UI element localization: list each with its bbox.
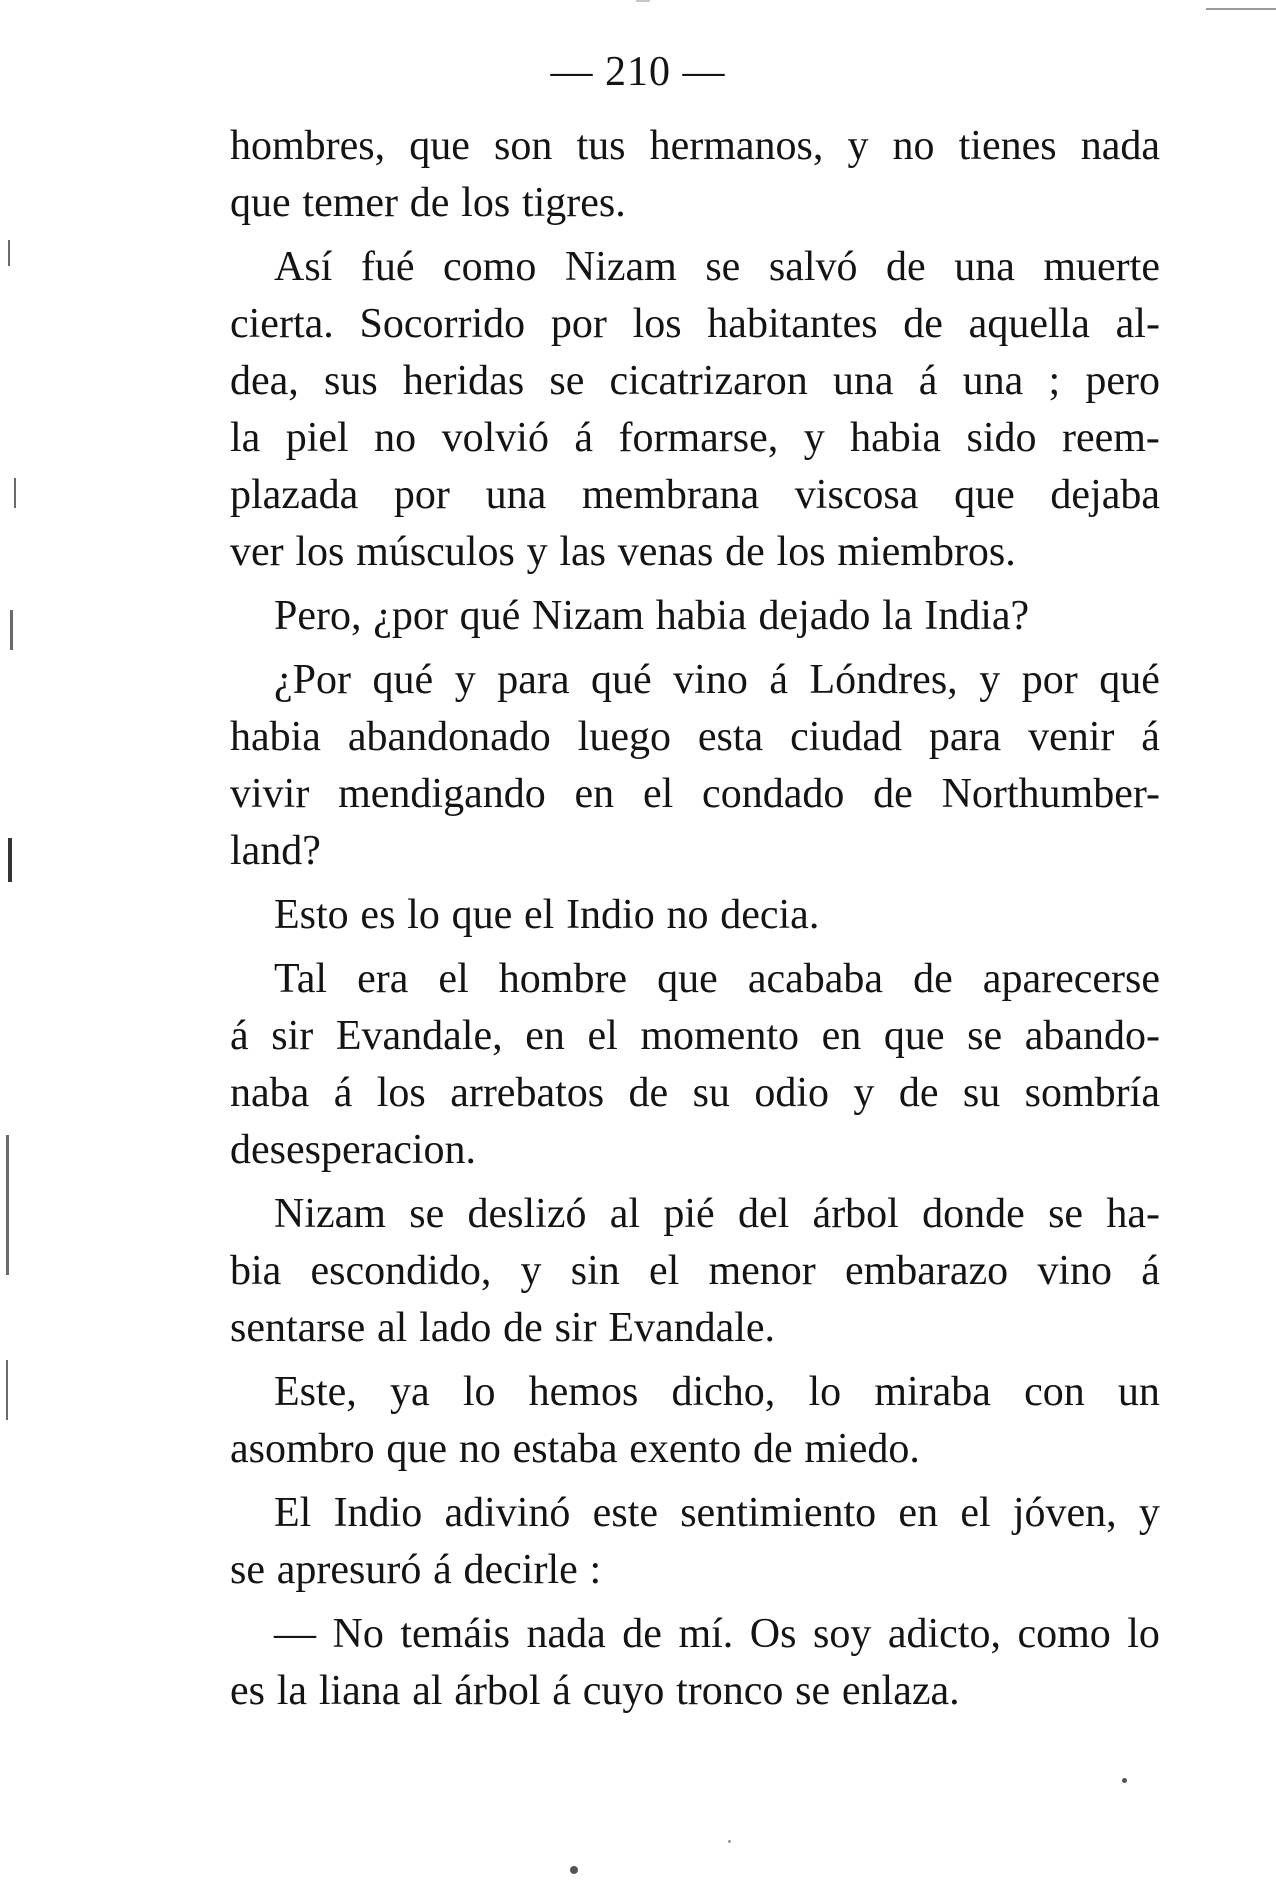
word: árbol	[812, 1191, 899, 1237]
word: esta	[697, 714, 764, 760]
word: que	[451, 892, 513, 938]
text-line	[230, 1243, 1160, 1300]
word: á	[333, 1070, 353, 1116]
word: venas	[617, 529, 714, 575]
word: Indio	[333, 1490, 423, 1536]
word: el	[960, 1490, 991, 1536]
paragraph	[230, 588, 1160, 645]
paragraph-gap	[230, 232, 1160, 239]
paragraph	[230, 1485, 1160, 1599]
word: menor	[708, 1248, 816, 1294]
word: miedo.	[804, 1426, 920, 1472]
paragraph-gap	[230, 944, 1160, 951]
word: sin	[570, 1248, 620, 1294]
word: El	[274, 1490, 312, 1536]
word: de	[725, 529, 765, 575]
paragraph	[230, 1364, 1160, 1478]
word: nada	[1080, 123, 1160, 169]
word: miembros.	[837, 529, 1016, 575]
word: estaba	[512, 1426, 618, 1472]
word: que	[409, 123, 470, 169]
word: dejado	[758, 593, 871, 639]
word: un	[1117, 1369, 1160, 1415]
word: habia	[850, 415, 942, 461]
text-line	[230, 1300, 1160, 1357]
word: soy	[812, 1611, 872, 1657]
word: que	[657, 956, 718, 1002]
text-line	[230, 175, 1160, 232]
word: y	[803, 415, 825, 461]
word: una	[962, 358, 1024, 404]
word: exento	[629, 1426, 742, 1472]
word: á	[769, 657, 789, 703]
text-line	[230, 239, 1160, 296]
word: desesperacion.	[230, 1127, 477, 1173]
word: los	[376, 1070, 426, 1116]
word: en	[574, 771, 615, 817]
text-line	[230, 1485, 1160, 1542]
word: escondido,	[310, 1248, 492, 1294]
word: lado	[419, 1305, 492, 1351]
word: una	[832, 358, 894, 404]
word: ver	[230, 529, 284, 575]
word: y	[520, 1248, 542, 1294]
word: por	[1021, 657, 1078, 703]
word: para	[928, 714, 1002, 760]
word: músculos	[356, 529, 515, 575]
word: deslizó	[467, 1191, 587, 1237]
text-line	[230, 1421, 1160, 1478]
word: vino	[1037, 1248, 1113, 1294]
word: momento	[640, 1013, 799, 1059]
word: decirle	[463, 1547, 578, 1593]
word: abando-	[1024, 1013, 1160, 1059]
word: la	[230, 415, 261, 461]
word: plazada	[230, 472, 359, 518]
word: tus	[576, 123, 626, 169]
word: de	[628, 1070, 669, 1116]
paragraph-gap	[230, 645, 1160, 652]
text-line	[230, 410, 1160, 467]
word: pié	[663, 1191, 715, 1237]
word: lo	[808, 1369, 842, 1415]
word: el	[524, 892, 555, 938]
word: á	[1141, 1248, 1160, 1294]
word: vivir	[230, 771, 310, 817]
word: tigres.	[521, 180, 626, 226]
word: al-	[1115, 301, 1160, 347]
word: en	[525, 1013, 565, 1059]
word: árbol	[454, 1668, 541, 1714]
word: sido	[966, 415, 1037, 461]
word: como	[1017, 1611, 1111, 1657]
word: por	[550, 301, 607, 347]
word: aquella	[968, 301, 1090, 347]
word: cuyo	[582, 1668, 665, 1714]
word: condado	[702, 771, 845, 817]
word: formarse,	[618, 415, 779, 461]
word: temer	[302, 180, 399, 226]
word: de	[886, 244, 926, 290]
word: los	[632, 301, 682, 347]
word: hombre	[498, 956, 628, 1002]
word: Tal	[274, 956, 328, 1002]
paragraph-gap	[230, 1179, 1160, 1186]
word: lo	[407, 892, 440, 938]
page-edge-tick	[636, 0, 650, 2]
word: las	[559, 529, 606, 575]
word: habia	[230, 714, 321, 760]
word: odio	[754, 1070, 830, 1116]
word: su	[962, 1070, 1001, 1116]
word: de	[503, 1305, 543, 1351]
word: por	[393, 472, 450, 518]
word: se	[549, 358, 585, 404]
word: el	[438, 956, 469, 1002]
word: y	[979, 657, 1001, 703]
margin-mark	[6, 1360, 8, 1420]
word: decia.	[720, 892, 820, 938]
paragraph-gap	[230, 1357, 1160, 1364]
word: y	[847, 123, 869, 169]
margin-mark	[6, 1135, 9, 1275]
word: á	[918, 358, 938, 404]
paragraph-gap	[230, 581, 1160, 588]
paragraph-gap	[230, 1478, 1160, 1485]
word: jóven,	[1012, 1490, 1117, 1536]
word: temáis	[400, 1611, 510, 1657]
text-line	[230, 588, 1160, 645]
word: en	[821, 1013, 862, 1059]
word: para	[497, 657, 570, 703]
text-line	[230, 887, 1160, 944]
word: asombro	[230, 1426, 375, 1472]
word: con	[1024, 1369, 1085, 1415]
word: No	[332, 1611, 384, 1657]
word: es	[360, 892, 396, 938]
word: era	[357, 956, 409, 1002]
text-line	[230, 1606, 1160, 1663]
word: ya	[389, 1369, 430, 1415]
word: los	[776, 529, 826, 575]
word: los	[295, 529, 345, 575]
word: el	[587, 1013, 618, 1059]
word: los	[461, 180, 511, 226]
word: tronco	[676, 1668, 784, 1714]
text-line	[230, 467, 1160, 524]
word: á	[574, 415, 594, 461]
word: Esto	[274, 892, 349, 938]
margin-mark	[10, 610, 13, 650]
word: y	[454, 657, 476, 703]
word: lo	[462, 1369, 496, 1415]
word: al	[377, 1305, 408, 1351]
text-line	[230, 709, 1160, 766]
margin-mark	[8, 240, 10, 266]
word: Os	[749, 1611, 797, 1657]
word: Nizam	[532, 593, 644, 639]
text-line	[230, 524, 1160, 581]
word: se	[1048, 1191, 1084, 1237]
word: como	[443, 244, 537, 290]
word: adicto,	[887, 1611, 1001, 1657]
word: sentarse	[230, 1305, 366, 1351]
word: el	[642, 771, 674, 817]
word: una	[954, 244, 1015, 290]
word: apresuró	[276, 1547, 422, 1593]
word: miraba	[874, 1369, 991, 1415]
word: nada	[526, 1611, 606, 1657]
word: dea,	[230, 358, 299, 404]
word: heridas	[402, 358, 525, 404]
word: en	[898, 1490, 939, 1536]
word: qué	[1099, 657, 1160, 703]
word: Evandale,	[335, 1013, 503, 1059]
text-line	[230, 1122, 1160, 1179]
word: ¿por	[373, 593, 448, 639]
word: Evandale.	[608, 1305, 776, 1351]
word: bia	[230, 1248, 282, 1294]
ink-speck	[1122, 1778, 1127, 1783]
word: :	[589, 1547, 602, 1593]
word: vino	[673, 657, 748, 703]
word: lo	[1127, 1611, 1160, 1657]
word: aparecerse	[982, 956, 1160, 1002]
word: sir	[554, 1305, 597, 1351]
page-edge-rule	[1206, 8, 1276, 10]
word: Northumber-	[941, 771, 1160, 817]
word: á	[230, 1013, 249, 1059]
word: —	[274, 1611, 316, 1657]
word: Nizam	[274, 1191, 386, 1237]
word: que	[230, 180, 291, 226]
word: qué	[591, 657, 652, 703]
word: qué	[372, 657, 434, 703]
paragraph	[230, 239, 1160, 581]
word: tienes	[958, 123, 1057, 169]
word: no	[666, 892, 709, 938]
word: Nizam	[564, 244, 677, 290]
word: la	[882, 593, 913, 639]
word: adivinó	[444, 1490, 571, 1536]
word: se	[409, 1191, 445, 1237]
body-text	[230, 118, 1160, 1720]
word: viscosa	[794, 472, 919, 518]
word: hemos	[528, 1369, 639, 1415]
text-line	[230, 1542, 1160, 1599]
word: dicho,	[671, 1369, 776, 1415]
word: liana	[318, 1668, 401, 1714]
word: Lóndres,	[809, 657, 958, 703]
word: mendigando	[338, 771, 546, 817]
word: qué	[459, 593, 521, 639]
word: no	[458, 1426, 501, 1472]
word: al	[412, 1668, 443, 1714]
word: á	[1141, 714, 1160, 760]
text-line	[230, 353, 1160, 410]
text-line	[230, 1364, 1160, 1421]
paragraph	[230, 887, 1160, 944]
word: á	[552, 1668, 571, 1714]
word: no	[892, 123, 935, 169]
word: del	[737, 1191, 790, 1237]
word: reem-	[1061, 415, 1160, 461]
margin-mark	[14, 478, 16, 508]
text-line	[230, 951, 1160, 1008]
word: habia	[655, 593, 747, 639]
margin-mark	[8, 838, 12, 882]
word: arrebatos	[450, 1070, 605, 1116]
word: luego	[577, 714, 671, 760]
word: volvió	[441, 415, 549, 461]
text-line	[230, 296, 1160, 353]
word: enlaza.	[841, 1668, 960, 1714]
word: Pero,	[274, 593, 362, 639]
word: son	[494, 123, 553, 169]
word: no	[374, 415, 417, 461]
text-line	[230, 1186, 1160, 1243]
page-number: — 210 —	[550, 49, 726, 95]
paragraph-gap	[230, 880, 1160, 887]
word: muerte	[1043, 244, 1160, 290]
word: de	[898, 1070, 939, 1116]
word: este	[592, 1490, 658, 1536]
word: su	[692, 1070, 730, 1116]
word: que	[883, 1013, 945, 1059]
text-line	[230, 652, 1160, 709]
word: se	[230, 1547, 265, 1593]
word: Así	[274, 244, 333, 290]
word: membrana	[581, 472, 760, 518]
word: sir	[271, 1013, 314, 1059]
paragraph	[230, 1606, 1160, 1720]
paragraph	[230, 652, 1160, 880]
word: land?	[230, 828, 321, 874]
word: cierta.	[230, 301, 334, 347]
word: Este,	[274, 1369, 357, 1415]
word: ;	[1048, 358, 1061, 404]
text-line	[230, 1065, 1160, 1122]
word: ciudad	[790, 714, 903, 760]
word: venir	[1028, 714, 1115, 760]
word: y	[853, 1070, 875, 1116]
word: de	[409, 180, 450, 226]
word: que	[954, 472, 1015, 518]
word: ¿Por	[274, 657, 351, 703]
word: mí.	[678, 1611, 734, 1657]
word: se	[795, 1668, 831, 1714]
word: sentimiento	[680, 1490, 877, 1536]
paragraph	[230, 1186, 1160, 1357]
word: habitantes	[707, 301, 878, 347]
word: Socorrido	[359, 301, 526, 347]
paragraph-gap	[230, 1599, 1160, 1606]
word: sombría	[1024, 1070, 1160, 1116]
word: de	[873, 771, 913, 817]
word: y	[1138, 1490, 1160, 1536]
text-line	[230, 766, 1160, 823]
word: naba	[230, 1070, 310, 1116]
text-line	[230, 118, 1160, 175]
word: hombres,	[230, 123, 386, 169]
word: India?	[924, 593, 1030, 639]
word: acababa	[747, 956, 884, 1002]
paragraph	[230, 118, 1160, 232]
word: una	[485, 472, 547, 518]
word: ha-	[1106, 1191, 1160, 1237]
word: de	[622, 1611, 662, 1657]
word: de	[913, 956, 953, 1002]
word: á	[433, 1547, 452, 1593]
paragraph	[230, 951, 1160, 1179]
ink-speck	[570, 1866, 578, 1874]
text-line	[230, 823, 1160, 880]
word: la	[276, 1668, 308, 1714]
word: dejaba	[1050, 472, 1160, 518]
word: Indio	[566, 892, 655, 938]
word: el	[648, 1248, 680, 1294]
ink-speck	[728, 1840, 731, 1843]
word: de	[752, 1426, 793, 1472]
word: donde	[922, 1191, 1025, 1237]
word: fué	[360, 244, 415, 290]
word: cicatrizaron	[609, 358, 808, 404]
word: se	[967, 1013, 1003, 1059]
word: al	[609, 1191, 641, 1237]
word: hermanos,	[649, 123, 824, 169]
word: es	[230, 1668, 265, 1714]
word: abandonado	[347, 714, 551, 760]
word: de	[903, 301, 943, 347]
word: sus	[323, 358, 378, 404]
word: salvó	[768, 244, 858, 290]
word: y	[526, 529, 548, 575]
word: pero	[1085, 358, 1160, 404]
word: que	[386, 1426, 448, 1472]
word: se	[705, 244, 741, 290]
word: embarazo	[844, 1248, 1009, 1294]
word: piel	[285, 415, 349, 461]
text-line	[230, 1008, 1160, 1065]
text-line	[230, 1663, 1160, 1720]
